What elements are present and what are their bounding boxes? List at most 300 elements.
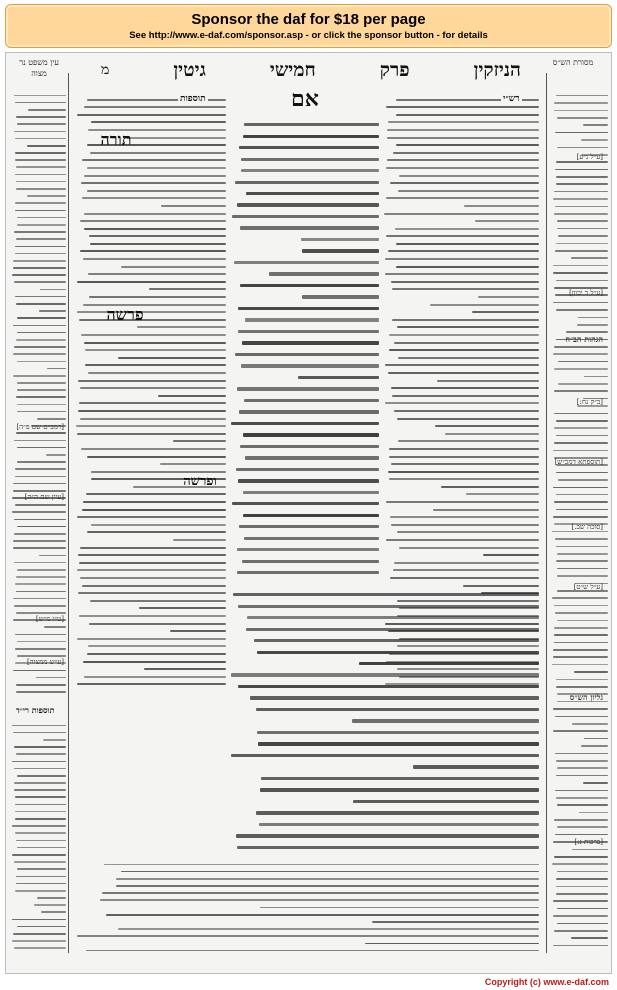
text-line (78, 380, 226, 382)
text-line (554, 213, 608, 215)
text-line (397, 531, 540, 533)
text-line (556, 546, 608, 548)
text-line (14, 789, 66, 791)
text-line (555, 538, 608, 540)
text-line (15, 634, 66, 636)
page-head-row (6, 53, 612, 87)
text-line (161, 205, 226, 207)
text-line (238, 479, 379, 482)
text-line (399, 547, 539, 549)
text-line (301, 238, 379, 241)
text-line (555, 169, 608, 171)
text-line (80, 250, 226, 252)
text-line (15, 159, 66, 161)
text-line (554, 642, 608, 644)
text-line (232, 502, 379, 505)
text-line (390, 182, 539, 184)
text-line (231, 754, 539, 757)
text-line (16, 684, 66, 686)
text-line (15, 296, 66, 298)
text-line (387, 129, 539, 131)
gemara-lower-block (231, 585, 539, 855)
text-line (245, 456, 379, 459)
text-line (14, 281, 66, 283)
text-line (553, 945, 608, 947)
text-line (246, 192, 379, 195)
text-line (46, 454, 66, 456)
text-line (398, 357, 539, 359)
text-line (397, 418, 539, 420)
text-line (15, 796, 66, 798)
text-line (82, 585, 226, 587)
text-line (244, 399, 379, 402)
text-line (385, 364, 540, 366)
text-line (260, 907, 539, 909)
text-line (27, 195, 66, 197)
text-line (388, 250, 539, 252)
text-line (16, 691, 66, 693)
text-line (256, 811, 539, 814)
text-line (396, 266, 539, 268)
text-line (553, 353, 608, 355)
text-line (557, 553, 608, 555)
divider-left (68, 73, 69, 953)
text-line (36, 677, 66, 679)
text-line (386, 106, 539, 108)
text-line (239, 410, 379, 413)
text-line (90, 600, 226, 602)
text-line (435, 425, 539, 427)
text-line (238, 307, 379, 310)
text-line (553, 302, 608, 304)
text-line (17, 569, 67, 571)
text-line (17, 382, 66, 384)
text-line (556, 679, 608, 681)
text-line (244, 537, 379, 540)
text-line (13, 325, 66, 327)
header-word-perek: פרק (379, 58, 410, 81)
gilyon-hashas-heading: גליון הש״ס (569, 692, 603, 702)
text-line (393, 152, 539, 154)
text-line (86, 950, 540, 952)
text-line (17, 655, 66, 657)
text-line (238, 330, 379, 333)
text-line (399, 175, 539, 177)
text-line (86, 493, 227, 495)
text-line (302, 295, 379, 298)
text-line (77, 516, 226, 518)
text-line (394, 410, 539, 412)
text-line (244, 123, 379, 126)
margin-note-right-9: [ברכות נ:] (574, 838, 603, 846)
text-line (15, 804, 66, 806)
text-line (554, 856, 608, 858)
text-line (16, 876, 66, 878)
text-line (17, 926, 66, 928)
text-line (389, 456, 539, 458)
text-line (388, 471, 539, 473)
text-line (557, 575, 608, 577)
text-line (100, 899, 539, 901)
text-line (243, 433, 379, 436)
text-line (16, 576, 66, 578)
ein-mishpat-text (12, 89, 66, 699)
text-line (16, 753, 67, 755)
text-line (553, 450, 608, 452)
text-line (398, 190, 539, 192)
text-line (466, 493, 539, 495)
text-line (391, 463, 539, 465)
text-line (241, 169, 379, 172)
text-line (577, 324, 608, 326)
text-line (556, 686, 608, 688)
text-line (554, 930, 608, 932)
text-line (158, 395, 226, 397)
text-line (389, 349, 540, 351)
divider-right (546, 73, 547, 953)
gemara-column (231, 115, 379, 585)
text-line (555, 250, 608, 252)
text-line (372, 921, 539, 923)
text-line (77, 683, 226, 685)
text-line (173, 539, 226, 541)
text-line (84, 676, 226, 678)
margin-note-left-3: [ט״ו מ״ש] (35, 615, 64, 623)
text-line (17, 123, 66, 125)
text-line (87, 531, 226, 533)
text-line (15, 210, 66, 212)
text-line (254, 639, 539, 642)
text-line (235, 181, 379, 184)
ein-mishpat-column (12, 89, 66, 699)
text-line (553, 265, 608, 267)
text-line (258, 742, 539, 745)
text-line (39, 310, 66, 312)
text-line (78, 554, 226, 556)
text-line (90, 243, 226, 245)
sponsor-banner[interactable] (5, 4, 612, 48)
text-line (14, 605, 66, 607)
text-line (557, 923, 608, 925)
text-line (553, 708, 608, 710)
text-line (236, 834, 539, 837)
text-line (15, 253, 66, 255)
text-line (16, 396, 66, 398)
section-word-parasha: פרשה (106, 305, 144, 324)
text-line (80, 220, 226, 222)
text-line (554, 819, 608, 821)
text-line (392, 319, 539, 321)
text-line (79, 402, 226, 404)
header-page-number: מ (101, 61, 110, 78)
text-line (553, 649, 608, 651)
text-line (555, 206, 608, 208)
masoret-hashas-heading: מסורת הש״ס (552, 58, 594, 67)
text-line (554, 390, 608, 392)
text-line (15, 246, 66, 248)
text-line (556, 435, 608, 437)
text-line (232, 215, 379, 218)
text-line (81, 182, 226, 184)
text-line (80, 387, 226, 389)
rashi-label: רש״י (503, 94, 520, 104)
text-line (557, 220, 608, 222)
header-word-tractate: גיטין (173, 58, 206, 81)
tosafot-rid-column (12, 719, 66, 954)
text-line (118, 357, 226, 359)
text-line (79, 562, 226, 564)
text-line (16, 303, 66, 305)
text-line (553, 915, 608, 917)
text-line (556, 775, 608, 777)
text-line (384, 213, 539, 215)
text-line (555, 716, 608, 718)
text-line (558, 361, 608, 363)
text-line (464, 205, 539, 207)
text-line (554, 413, 608, 415)
text-line (17, 361, 67, 363)
text-line (14, 768, 66, 770)
text-line (37, 418, 66, 420)
text-line (385, 402, 539, 404)
text-line (365, 943, 539, 945)
margin-note-right-3: [ב״ק נח:] (576, 398, 603, 406)
text-line (558, 383, 608, 385)
text-line (160, 463, 226, 465)
sponsor-subtitle[interactable]: See http://www.e-daf.com/sponsor.asp - or click the sponsor button - for details (129, 30, 488, 41)
text-line (554, 605, 608, 607)
text-line (430, 304, 539, 306)
text-line (80, 418, 227, 420)
text-line (15, 504, 66, 506)
text-line (44, 626, 66, 628)
text-line (84, 228, 226, 230)
text-line (118, 928, 539, 930)
talmud-page (5, 52, 612, 974)
text-line (257, 731, 539, 734)
text-line (16, 591, 66, 593)
margin-note-left-2: [עיין שם ה״ה] (24, 493, 64, 501)
text-line (237, 571, 379, 574)
text-line (572, 723, 608, 725)
text-line (388, 121, 539, 123)
text-line (386, 197, 539, 199)
text-line (16, 188, 66, 190)
text-line (78, 592, 226, 594)
text-line (554, 110, 608, 112)
text-line (82, 509, 226, 511)
text-line (566, 331, 608, 333)
text-line (557, 568, 608, 570)
text-line (552, 597, 608, 599)
margin-note-right-5: [סוכה שב.] (571, 523, 603, 531)
text-line (394, 562, 539, 564)
text-line (77, 638, 226, 640)
text-line (557, 804, 608, 806)
text-line (386, 235, 539, 237)
text-line (14, 440, 66, 442)
text-line (17, 217, 66, 219)
text-line (16, 181, 66, 183)
text-line (79, 615, 226, 617)
text-line (41, 911, 66, 913)
text-line (256, 708, 539, 711)
text-line (17, 641, 66, 643)
text-line (12, 761, 66, 763)
text-line (556, 560, 608, 562)
text-line (15, 468, 66, 470)
text-line (581, 139, 608, 141)
text-line (17, 317, 66, 319)
text-line (556, 878, 608, 880)
text-line (260, 788, 539, 791)
text-line (553, 198, 608, 200)
text-line (17, 411, 66, 413)
text-line (13, 267, 66, 269)
text-line (556, 280, 608, 282)
text-line (579, 812, 608, 814)
text-line (250, 696, 539, 699)
text-line (17, 404, 66, 406)
text-line (239, 525, 379, 528)
text-line (76, 425, 226, 427)
text-line (14, 231, 66, 233)
text-line (15, 138, 66, 140)
text-line (91, 121, 227, 123)
text-line (87, 653, 226, 655)
text-line (554, 346, 608, 348)
tosafot-rid-heading: תוספות רי״ד (16, 705, 55, 715)
text-line (144, 668, 226, 670)
text-line (247, 616, 539, 619)
text-line (243, 135, 379, 138)
text-line (389, 478, 539, 480)
text-line (16, 166, 66, 168)
text-line (554, 427, 608, 429)
text-line (557, 767, 608, 769)
text-line (242, 560, 379, 563)
text-line (77, 569, 226, 571)
text-line (231, 422, 379, 425)
text-line (231, 673, 539, 676)
text-line (556, 509, 608, 511)
text-line (15, 890, 66, 892)
text-line (15, 152, 66, 154)
text-line (87, 167, 226, 169)
text-line (556, 176, 608, 178)
text-line (556, 797, 608, 799)
text-line (14, 533, 66, 535)
text-line (88, 372, 226, 374)
text-line (583, 124, 608, 126)
text-line (554, 102, 608, 104)
text-line (82, 197, 226, 199)
sponsor-title[interactable]: Sponsor the daf for $18 per page (191, 11, 426, 28)
text-line (16, 432, 66, 434)
text-line (584, 376, 608, 378)
text-line (398, 440, 539, 442)
text-line (572, 849, 608, 851)
text-line (15, 174, 66, 176)
text-line (126, 137, 226, 139)
text-line (557, 228, 608, 230)
text-line (14, 346, 66, 348)
gemara-text (231, 115, 379, 585)
text-line (556, 893, 608, 895)
margin-note-right-6: [ע״ל ש״ט] (573, 583, 603, 591)
text-line (17, 868, 66, 870)
text-line (47, 368, 66, 370)
text-line (390, 516, 539, 518)
text-line (237, 203, 379, 206)
text-line (77, 433, 226, 435)
text-line (556, 183, 608, 185)
text-line (13, 490, 66, 492)
text-line (106, 914, 539, 916)
text-line (241, 158, 379, 161)
text-line (13, 547, 66, 549)
text-line (352, 719, 539, 722)
text-line (571, 257, 608, 259)
text-line (353, 800, 539, 803)
text-line (15, 583, 66, 585)
text-line (243, 491, 379, 494)
text-line (392, 288, 539, 290)
text-line (240, 284, 379, 287)
text-line (16, 612, 66, 614)
text-line (556, 886, 608, 888)
text-line (555, 132, 608, 134)
text-line (556, 95, 608, 97)
text-line (396, 243, 539, 245)
text-line (85, 349, 226, 351)
text-line (15, 476, 66, 478)
text-line (583, 782, 608, 784)
text-line (16, 116, 66, 118)
text-line (555, 790, 608, 792)
text-line (571, 937, 608, 939)
text-line (385, 258, 540, 260)
text-line (578, 317, 608, 319)
text-line (121, 266, 226, 268)
text-line (121, 871, 539, 873)
text-line (82, 159, 226, 161)
text-line (554, 442, 608, 444)
text-line (552, 664, 608, 666)
copyright-link[interactable]: Copyright (c) www.e-daf.com (484, 977, 609, 987)
text-line (170, 630, 226, 632)
text-line (89, 296, 226, 298)
text-line (16, 238, 66, 240)
text-line (12, 725, 66, 727)
text-line (554, 501, 608, 503)
text-line (17, 526, 66, 528)
text-line (387, 137, 539, 139)
text-line (89, 623, 226, 625)
text-line (17, 461, 66, 463)
text-line (80, 577, 226, 579)
text-line (139, 607, 226, 609)
text-line (17, 775, 66, 777)
text-line (81, 448, 226, 450)
text-line (557, 871, 608, 873)
text-line (83, 501, 226, 503)
text-line (173, 440, 226, 442)
text-line (555, 753, 609, 755)
text-line (13, 353, 66, 355)
text-line (13, 540, 66, 542)
text-line (553, 900, 608, 902)
